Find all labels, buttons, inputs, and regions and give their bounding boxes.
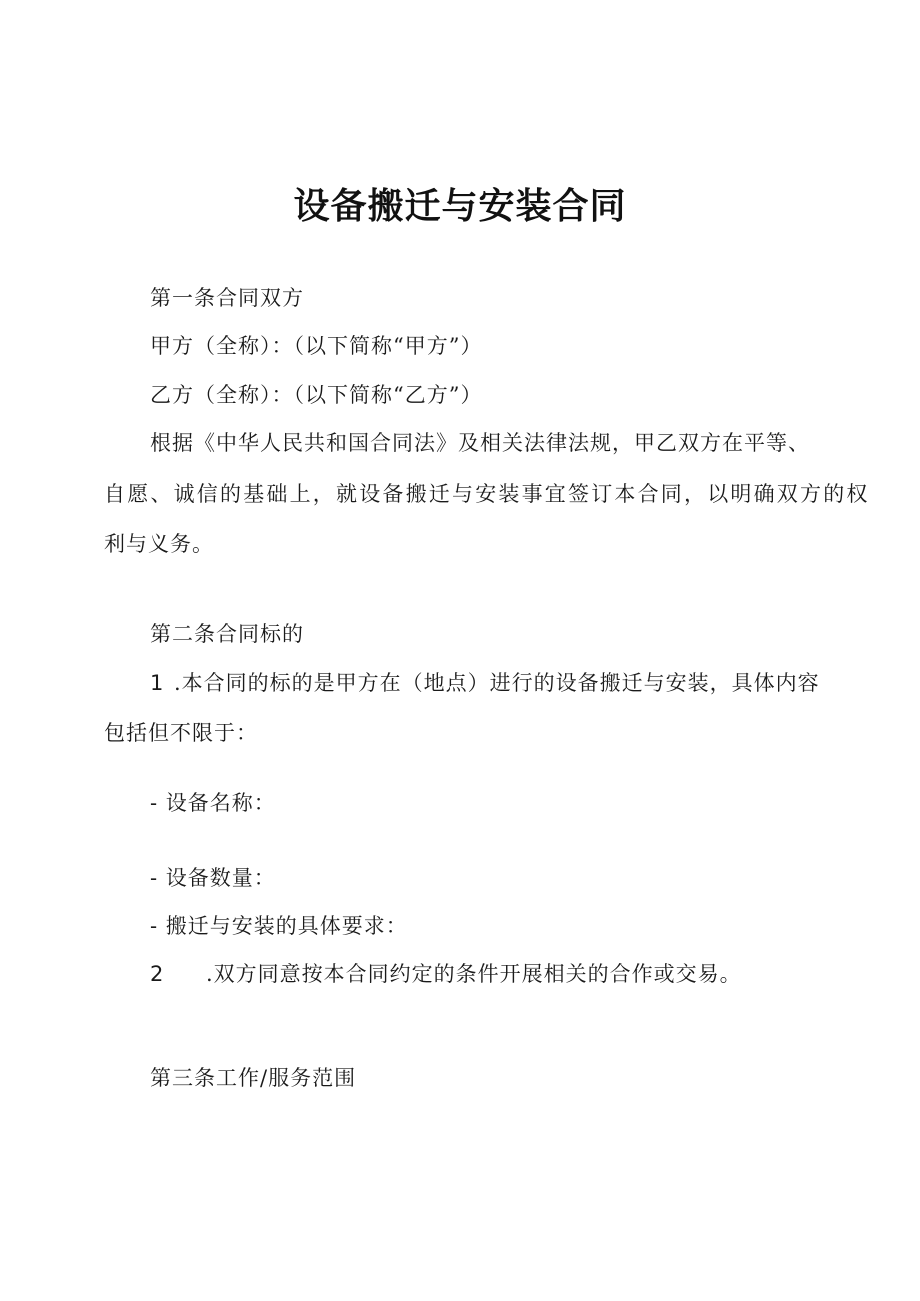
preamble-line-2: 自愿、诚信的基础上，就设备搬迁与安装事宜签订本合同，以明确双方的权 xyxy=(104,482,870,506)
bullet-equipment-name: - 设备名称： xyxy=(150,791,276,815)
party-b-line: 乙方（全称）：（以下简称“乙方”） xyxy=(150,383,483,407)
article-3-heading: 第三条工作/服务范围 xyxy=(150,1066,357,1090)
document-title: 设备搬迁与安装合同 xyxy=(293,186,627,227)
article-1-heading: 第一条合同双方 xyxy=(150,286,304,310)
preamble-line-3: 利与义务。 xyxy=(104,532,214,556)
item-2-text: .双方同意按本合同约定的条件开展相关的合作或交易。 xyxy=(206,962,742,986)
item-1-line-2: 包括但不限于： xyxy=(104,721,258,745)
bullet-requirements: - 搬迁与安装的具体要求： xyxy=(150,914,408,938)
item-1-line-1 xyxy=(150,668,820,698)
item-2-number: 2 xyxy=(150,962,165,986)
item-2-line xyxy=(150,959,742,989)
party-a-line: 甲方（全称）：（以下简称“甲方”） xyxy=(150,334,483,358)
item-1-number: 1 xyxy=(150,671,165,695)
article-2-heading: 第二条合同标的 xyxy=(150,622,304,646)
bullet-equipment-quantity: - 设备数量： xyxy=(150,866,276,890)
preamble-line-1: 根据《中华人民共和国合同法》及相关法律法规，甲乙双方在平等、 xyxy=(150,431,810,455)
item-1-text: .本合同的标的是甲方在（地点）进行的设备搬迁与安装，具体内容 xyxy=(174,671,820,695)
